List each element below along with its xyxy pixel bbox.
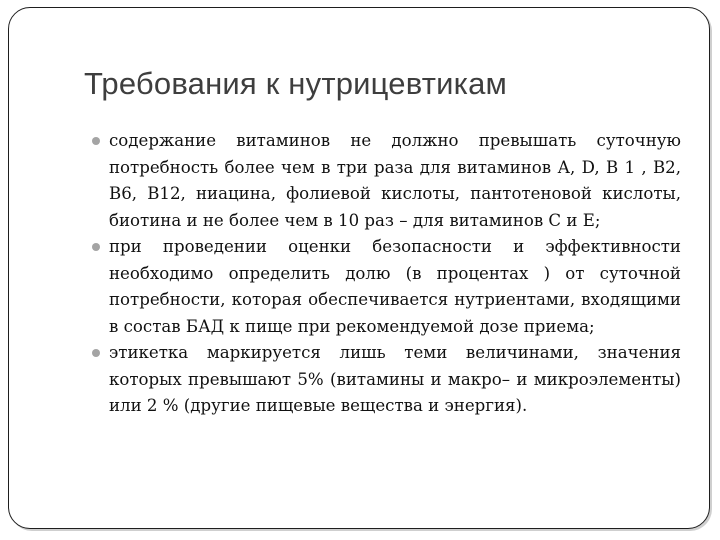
bullet-text: этикетка маркируется лишь теми величинами, значения которых превышают 5% (витамины и макро– и микроэлементы) или 2 % (другие пищевые вещества и энергия). <box>109 343 681 415</box>
bullet-item <box>109 128 681 234</box>
bullet-item <box>109 340 681 420</box>
slide-frame <box>8 7 710 529</box>
bullet-dot-icon <box>92 349 100 357</box>
bullet-text: при проведении оценки безопасности и эффективности необходимо определить долю (в процентах ) от суточной потребности, которая обеспечивается нутриентами, входящими в состав БАД к пище при рекомендуемой дозе приема; <box>109 237 681 336</box>
slide-title: Требования к нутрицевтикам <box>84 66 508 101</box>
bullet-dot-icon <box>92 137 100 145</box>
bullet-dot-icon <box>92 243 100 251</box>
bullet-item <box>109 234 681 340</box>
bullet-text: содержание витаминов не должно превышать суточную потребность более чем в три раза для витаминов А, D, В 1 , В2, В6, В12, ниацина, фолиевой кислоты, пантотеновой кислоты, биотина и не более чем в 10 раз – для витаминов С и Е; <box>109 131 681 230</box>
bullet-list <box>109 128 681 420</box>
